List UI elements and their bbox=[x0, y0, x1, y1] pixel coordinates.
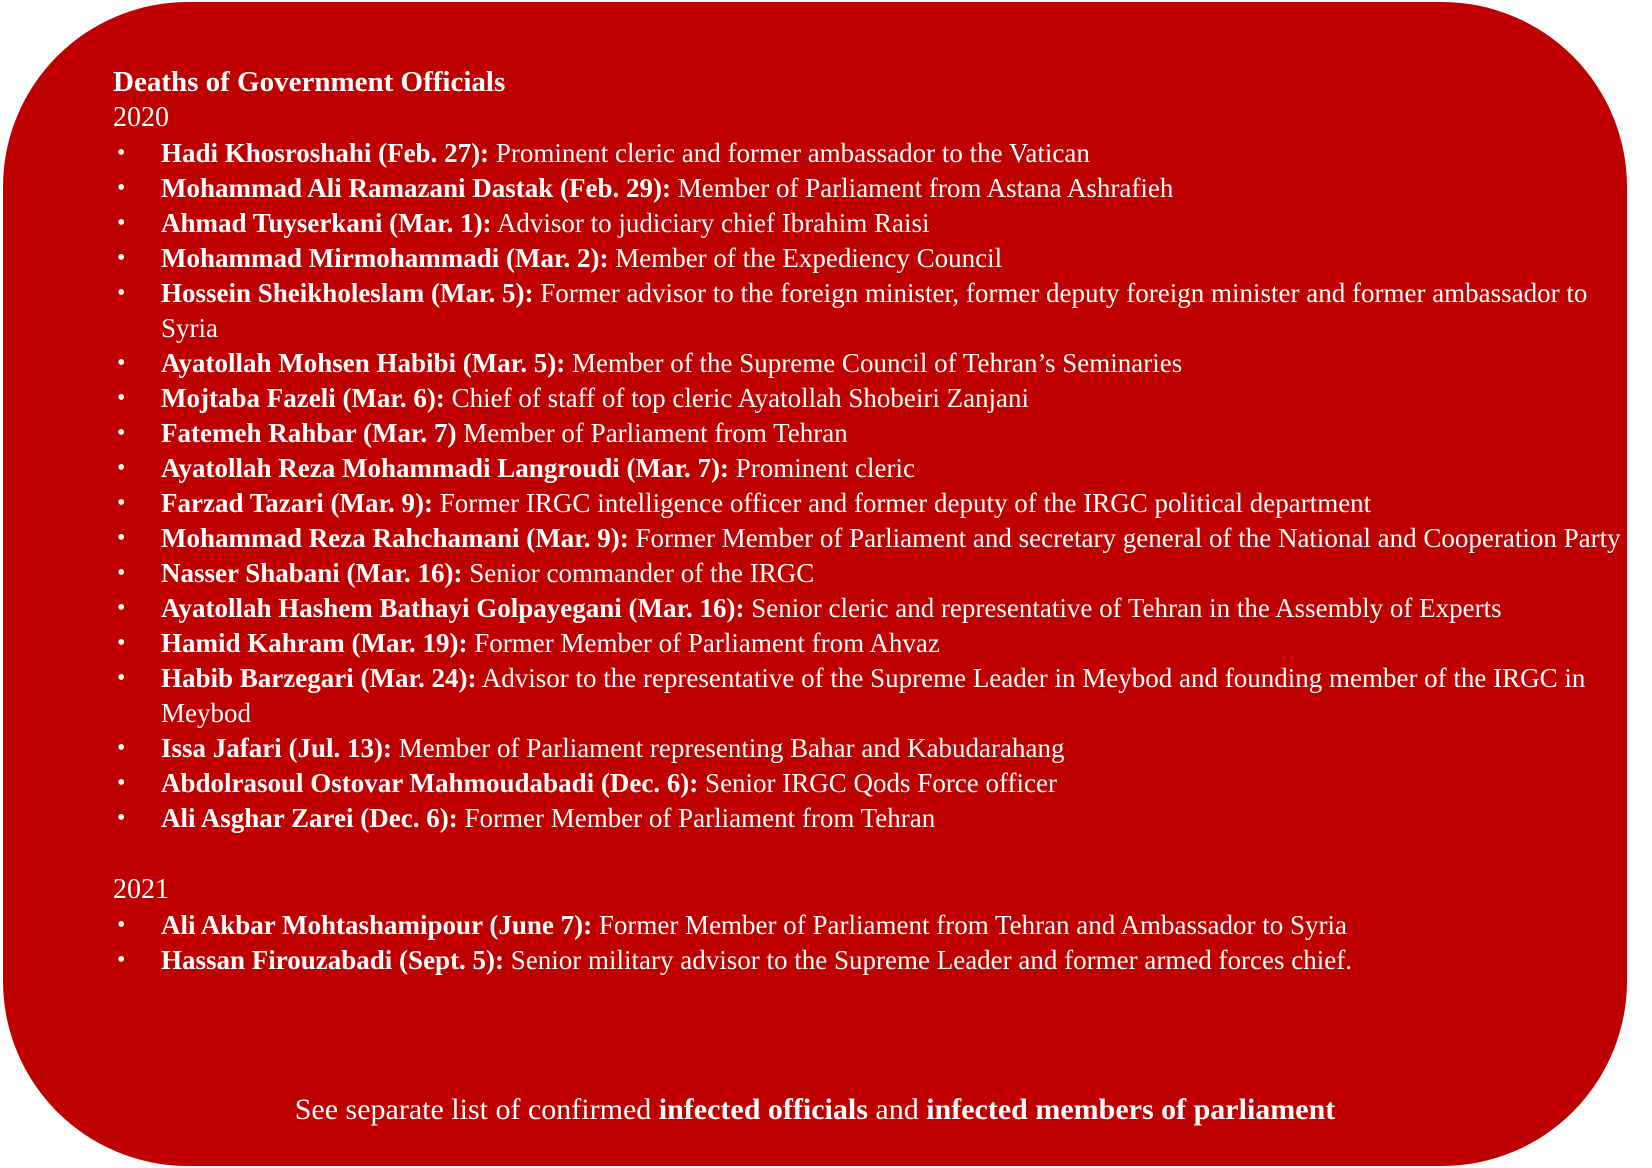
official-description: Member of the Expediency Council bbox=[608, 243, 1003, 273]
official-name: Farzad Tazari (Mar. 9): bbox=[161, 488, 433, 518]
list-item bbox=[113, 171, 1621, 206]
deaths-content bbox=[113, 64, 1621, 978]
official-description: Member of the Supreme Council of Tehran’s Seminaries bbox=[565, 348, 1183, 378]
bullet-icon: • bbox=[117, 210, 126, 236]
list-item bbox=[113, 136, 1621, 171]
official-name: Ahmad Tuyserkani (Mar. 1): bbox=[161, 208, 492, 238]
year-heading-2020: 2020 bbox=[113, 102, 169, 133]
bullet-icon: • bbox=[117, 175, 126, 201]
official-name: Ayatollah Mohsen Habibi (Mar. 5): bbox=[161, 348, 566, 378]
official-name: Habib Barzegari (Mar. 24): bbox=[161, 663, 477, 693]
official-description: Prominent cleric and former ambassador to the Vatican bbox=[489, 138, 1090, 168]
bullet-icon: • bbox=[117, 805, 126, 831]
official-description: Former Member of Parliament from Tehran bbox=[457, 803, 936, 833]
official-description: Senior cleric and representative of Tehran in the Assembly of Experts bbox=[744, 593, 1502, 623]
official-description: Former IRGC intelligence officer and former deputy of the IRGC political department bbox=[432, 488, 1372, 518]
official-name: Hadi Khosroshahi (Feb. 27): bbox=[161, 138, 490, 168]
deaths-list-2020 bbox=[113, 136, 1621, 836]
bullet-icon: • bbox=[117, 912, 126, 938]
official-name: Abdolrasoul Ostovar Mahmoudabadi (Dec. 6): bbox=[161, 768, 699, 798]
bullet-icon: • bbox=[117, 630, 126, 656]
official-name: Hossein Sheikholeslam (Mar. 5): bbox=[161, 278, 534, 308]
official-description: Chief of staff of top cleric Ayatollah Shobeiri Zanjani bbox=[444, 383, 1030, 413]
list-item bbox=[113, 346, 1621, 381]
official-name: Fatemeh Rahbar (Mar. 7) bbox=[161, 418, 457, 448]
official-description: Senior military advisor to the Supreme Leader and former armed forces chief. bbox=[504, 945, 1352, 975]
list-item bbox=[113, 206, 1621, 241]
list-item bbox=[113, 486, 1621, 521]
list-item bbox=[113, 521, 1621, 556]
official-name: Ayatollah Reza Mohammadi Langroudi (Mar. 7): bbox=[161, 453, 729, 483]
bullet-icon: • bbox=[117, 420, 126, 446]
list-item bbox=[113, 276, 1621, 346]
official-description: Senior commander of the IRGC bbox=[462, 558, 815, 588]
official-name: Issa Jafari (Jul. 13): bbox=[161, 733, 392, 763]
official-description: Advisor to judiciary chief Ibrahim Raisi bbox=[491, 208, 930, 238]
official-name: Ali Asghar Zarei (Dec. 6): bbox=[161, 803, 458, 833]
red-rounded-panel bbox=[3, 2, 1627, 1166]
infected-members-of-parliament-link[interactable]: infected members of parliament bbox=[926, 1093, 1336, 1126]
list-item bbox=[113, 801, 1621, 836]
official-name: Hamid Kahram (Mar. 19): bbox=[161, 628, 468, 658]
bullet-icon: • bbox=[117, 455, 126, 481]
official-name: Nasser Shabani (Mar. 16): bbox=[161, 558, 463, 588]
list-item bbox=[113, 626, 1621, 661]
list-item bbox=[113, 451, 1621, 486]
list-item bbox=[113, 241, 1621, 276]
official-description: Member of Parliament from Tehran bbox=[456, 418, 848, 448]
official-description: Former Member of Parliament and secretary general of the National and Cooperation Party bbox=[628, 523, 1621, 553]
official-description: Member of Parliament representing Bahar and Kabudarahang bbox=[392, 733, 1065, 763]
year-heading-2021: 2021 bbox=[113, 874, 169, 905]
bullet-icon: • bbox=[117, 525, 126, 551]
official-name: Mohammad Mirmohammadi (Mar. 2): bbox=[161, 243, 609, 273]
official-description: Former Member of Parliament from Tehran and Ambassador to Syria bbox=[592, 910, 1348, 940]
official-description: Member of Parliament from Astana Ashrafieh bbox=[670, 173, 1174, 203]
list-item bbox=[113, 416, 1621, 451]
bullet-icon: • bbox=[117, 947, 126, 973]
official-description: Advisor to the representative of the Supreme Leader in Meybod and founding member of the IRGC in Meybod bbox=[161, 663, 1586, 728]
bullet-icon: • bbox=[117, 595, 126, 621]
list-item bbox=[113, 731, 1621, 766]
list-item bbox=[113, 381, 1621, 416]
bullet-icon: • bbox=[117, 665, 126, 691]
list-item bbox=[113, 591, 1621, 626]
bullet-icon: • bbox=[117, 140, 126, 166]
official-description: Senior IRGC Qods Force officer bbox=[698, 768, 1057, 798]
official-name: Ayatollah Hashem Bathayi Golpayegani (Mar. 16): bbox=[161, 593, 745, 623]
infected-officials-link[interactable]: infected officials bbox=[658, 1093, 868, 1126]
official-name: Mohammad Reza Rahchamani (Mar. 9): bbox=[161, 523, 629, 553]
official-description: Prominent cleric bbox=[729, 453, 915, 483]
official-description: Former advisor to the foreign minister, former deputy foreign minister and former ambassador to Syria bbox=[161, 278, 1588, 343]
bullet-icon: • bbox=[117, 350, 126, 376]
bullet-icon: • bbox=[117, 490, 126, 516]
bullet-icon: • bbox=[117, 245, 126, 271]
bullet-icon: • bbox=[117, 560, 126, 586]
bullet-icon: • bbox=[117, 770, 126, 796]
bullet-icon: • bbox=[117, 735, 126, 761]
official-name: Ali Akbar Mohtashamipour (June 7): bbox=[161, 910, 593, 940]
footer-middle: and bbox=[867, 1093, 927, 1126]
bullet-icon: • bbox=[117, 280, 126, 306]
list-item bbox=[113, 661, 1621, 731]
list-item bbox=[113, 908, 1621, 943]
footer-prefix: See separate list of confirmed bbox=[294, 1093, 659, 1126]
official-name: Mohammad Ali Ramazani Dastak (Feb. 29): bbox=[161, 173, 671, 203]
official-name: Mojtaba Fazeli (Mar. 6): bbox=[161, 383, 445, 413]
deaths-list-2021 bbox=[113, 908, 1613, 978]
list-item bbox=[113, 766, 1621, 801]
bullet-icon: • bbox=[117, 385, 126, 411]
list-item bbox=[113, 943, 1621, 978]
page-title: Deaths of Government Officials bbox=[113, 66, 506, 98]
official-description: Former Member of Parliament from Ahvaz bbox=[467, 628, 940, 658]
list-item bbox=[113, 556, 1621, 591]
official-name: Hassan Firouzabadi (Sept. 5): bbox=[161, 945, 505, 975]
footer-note bbox=[3, 1092, 1627, 1128]
